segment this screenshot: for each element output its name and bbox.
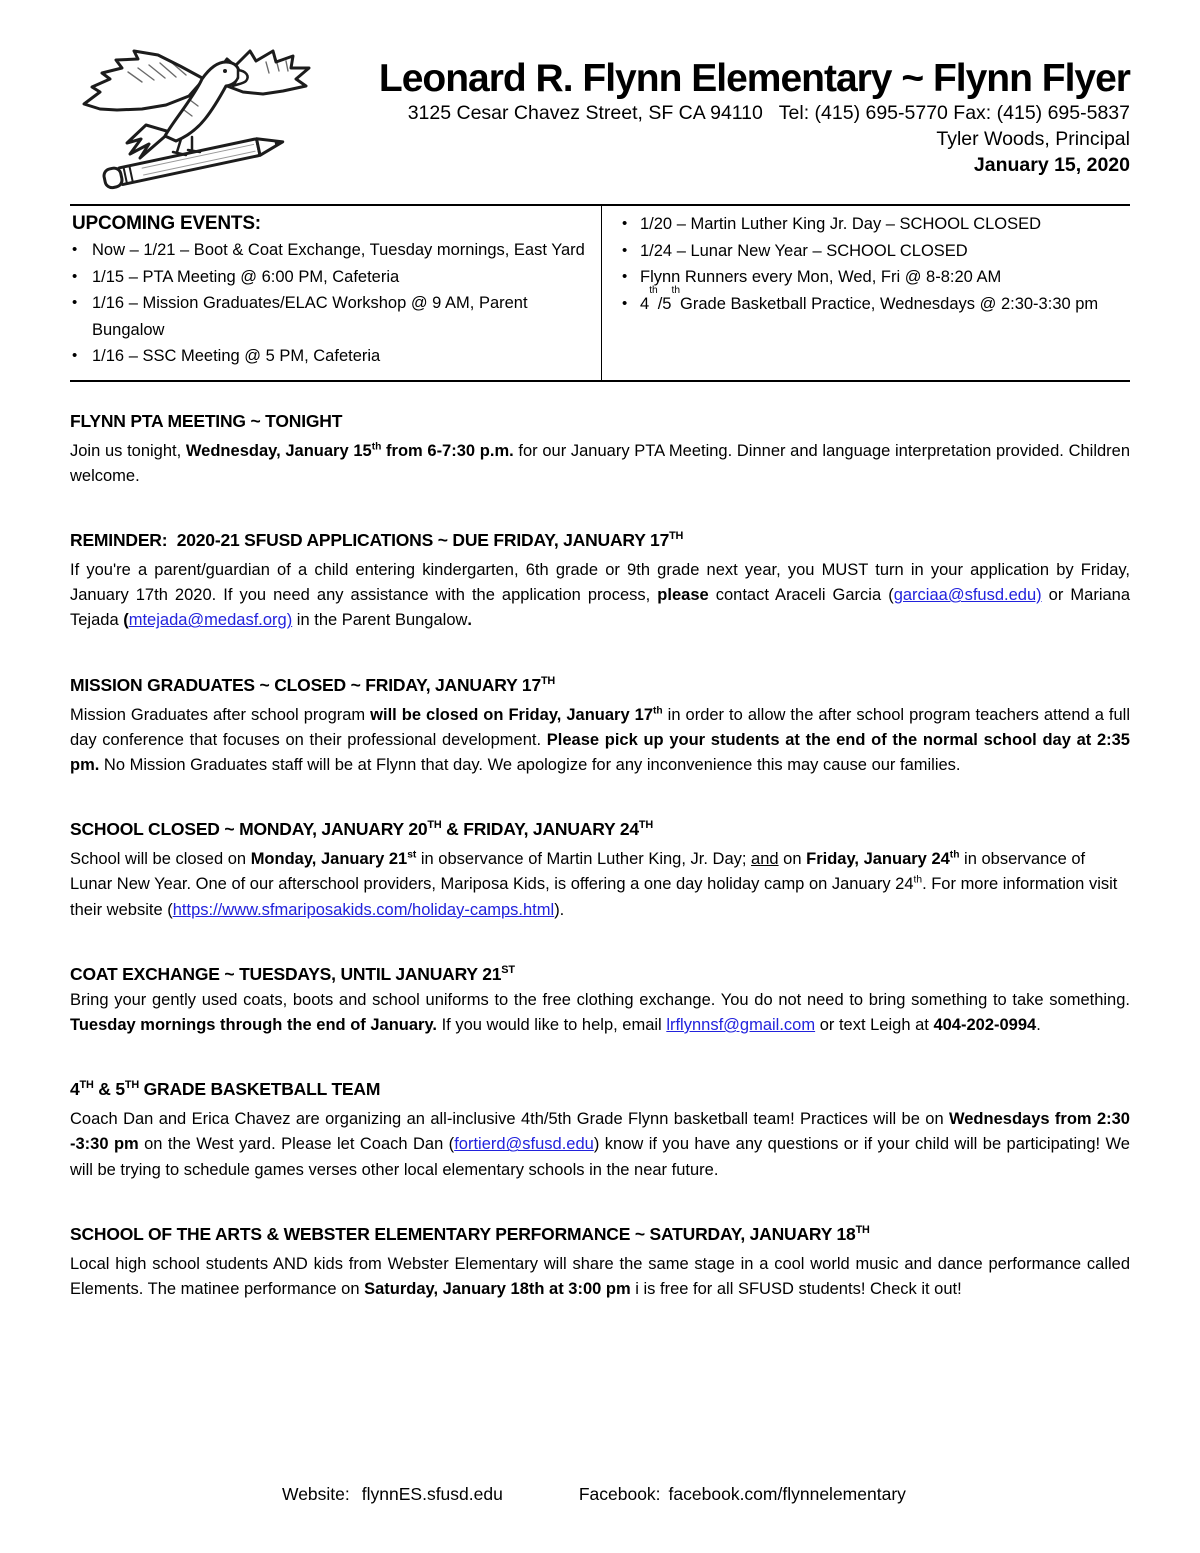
text-segment: • 1/20 – Martin Luther King Jr. Day – SCHOOL CLOSED <box>640 215 1042 233</box>
text-segment: Please pick up your students at the end of the normal school day at 2:35 pm. <box>70 730 1130 774</box>
section-heading <box>70 529 1130 551</box>
school-address: 3125 Cesar Chavez Street, SF CA 94110 Tel: (415) 695-5770 Fax: (415) 695-5837 <box>407 102 1130 125</box>
event-item <box>622 238 1130 265</box>
hyperlink[interactable]: garciaa@sfusd.edu) <box>893 586 1042 605</box>
text-segment: SCHOOL OF THE ARTS & WEBSTER ELEMENTARY PERFORMANCE ~ SATURDAY, JANUARY 18 <box>70 1223 856 1244</box>
text-segment: in the Parent Bungalow <box>292 611 468 630</box>
event-item <box>72 237 593 264</box>
hyperlink[interactable]: fortierd@sfusd.edu <box>454 1135 594 1154</box>
text-segment: from 6-7:30 p.m. <box>381 441 514 460</box>
text-segment: or Mariana Tejada <box>70 586 1131 630</box>
website-label: Website: <box>282 1484 350 1504</box>
section-arts-performance <box>70 1223 1130 1302</box>
text-segment: or text Leigh at <box>815 1015 934 1034</box>
text-segment: ST <box>501 963 515 976</box>
text-segment: Coach Dan and Erica Chavez are organizing an all-inclusive 4th/5th Grade Flynn basketball team! Practices will be on <box>70 1110 949 1129</box>
text-segment: th <box>649 284 658 296</box>
text-segment: and <box>751 850 779 869</box>
text-segment: Join us tonight, <box>70 441 186 460</box>
section-heading <box>70 1078 1130 1100</box>
text-segment: • Now – 1/21 – Boot & Coat Exchange, Tuesday mornings, East Yard <box>92 241 585 259</box>
section-basketball-team <box>70 1078 1130 1183</box>
text-segment: will be closed on Friday, January 17 <box>370 705 654 724</box>
text-segment: 4 <box>70 1079 80 1100</box>
text-segment: th <box>913 874 923 886</box>
text-segment: COAT EXCHANGE ~ TUESDAYS, UNTIL JANUARY 21 <box>70 963 502 984</box>
section-heading <box>70 818 1130 840</box>
hyperlink[interactable]: mtejada@medasf.org) <box>128 611 293 630</box>
text-segment: • Flynn Runners every Mon, Wed, Fri @ 8-8:20 AM <box>640 268 1002 286</box>
section-paragraph <box>70 847 1130 923</box>
text-segment: st <box>407 849 417 861</box>
text-segment: . For more information visit their website ( <box>70 875 1118 919</box>
text-segment: TH <box>540 674 556 687</box>
text-segment: If you're a parent/guardian of a child entering kindergarten, 6th grade or 9th grade next year, you MUST turn in your application by Friday, January 17th 2020. If you need any assistance with the application process, <box>70 560 1130 605</box>
event-item <box>622 211 1130 238</box>
section-school-closed <box>70 818 1130 923</box>
text-segment: TH <box>855 1223 870 1236</box>
text-segment: GRADE BASKETBALL TEAM <box>138 1079 381 1100</box>
hyperlink[interactable]: lrflynnsf@gmail.com <box>666 1015 816 1034</box>
text-segment: i is free for all SFUSD students! Check it out! <box>630 1279 962 1298</box>
text-segment: th <box>949 849 960 861</box>
section-paragraph <box>70 1252 1130 1302</box>
section-heading <box>70 1223 1130 1245</box>
text-segment: Local high school students AND kids from Webster Elementary will share the same stage in a cool world music and dance performance called Elements. The matinee performance on <box>70 1254 1130 1298</box>
school-name: Leonard R. Flynn Elementary ~ Flynn Flyer <box>378 57 1130 100</box>
section-paragraph <box>70 988 1130 1038</box>
event-item <box>622 264 1130 291</box>
section-pta-meeting <box>70 410 1130 489</box>
section-heading <box>70 963 1130 985</box>
text-segment: • 1/15 – PTA Meeting @ 6:00 PM, Cafeteria <box>92 267 400 286</box>
footer-facebook <box>579 1484 906 1505</box>
text-segment: Friday, January 24 <box>806 850 950 869</box>
text-segment: . <box>467 611 473 630</box>
text-segment: in observance of Lunar New Year. One of our afterschool providers, Mariposa Kids, is offering a one day holiday camp on January 24 <box>70 850 1086 894</box>
text-segment: • 4 <box>640 294 650 313</box>
text-segment: 404-202-0994 <box>933 1015 1037 1034</box>
section-coat-exchange <box>70 963 1130 1038</box>
facebook-value: facebook.com/flynnelementary <box>668 1484 906 1504</box>
footer-website <box>282 1484 503 1505</box>
text-segment: contact Araceli Garcia ( <box>708 586 894 605</box>
section-paragraph <box>70 703 1130 779</box>
eagle-pencil-logo-icon <box>70 40 322 192</box>
newsletter-date: January 15, 2020 <box>973 154 1130 177</box>
text-segment: th <box>371 441 382 452</box>
upcoming-events-table <box>70 204 1130 382</box>
event-item <box>72 264 593 291</box>
text-segment: on <box>778 850 807 869</box>
text-segment: & FRIDAY, JANUARY 24 <box>441 819 639 840</box>
section-paragraph <box>70 558 1130 634</box>
text-segment: TH <box>124 1079 139 1092</box>
text-segment: • 1/16 – Mission Graduates/ELAC Workshop @ 9 AM, Parent Bungalow <box>92 294 528 339</box>
text-segment: please <box>657 586 709 605</box>
text-segment: TH <box>638 819 653 832</box>
event-item <box>72 290 593 343</box>
text-segment: Monday, January 21 <box>250 850 408 869</box>
text-segment: Bring your gently used coats, boots and school uniforms to the free clothing exchange. You do not need to bring something to take something. <box>70 990 1130 1009</box>
text-segment: . <box>1036 1015 1041 1034</box>
text-segment: FLYNN PTA MEETING ~ TONIGHT <box>70 410 343 431</box>
hyperlink[interactable]: https://www.sfmariposakids.com/holiday-camps.html <box>172 900 555 919</box>
text-segment: SCHOOL CLOSED ~ MONDAY, JANUARY 20 <box>70 819 428 840</box>
section-sfusd-applications <box>70 529 1130 634</box>
text-segment: • 1/16 – SSC Meeting @ 5 PM, Cafeteria <box>92 347 381 365</box>
event-item <box>622 284 1130 318</box>
text-segment: REMINDER: 2020-21 SFUSD APPLICATIONS ~ DUE FRIDAY, JANUARY 17 <box>70 529 670 550</box>
text-segment: MISSION GRADUATES ~ CLOSED ~ FRIDAY, JANUARY 17 <box>70 674 541 695</box>
text-segment: Saturday, January 18th at 3:00 pm <box>364 1279 631 1298</box>
text-segment: th <box>653 705 663 717</box>
section-mission-graduates <box>70 674 1130 779</box>
text-segment: in order to allow the after school program teachers attend a full day conference that focuses on their professional development. <box>70 705 1131 749</box>
text-segment: & 5 <box>93 1079 125 1100</box>
text-segment: TH <box>79 1079 94 1092</box>
text-segment: th <box>671 284 681 296</box>
principal-name: Tyler Woods, Principal <box>936 128 1130 151</box>
section-heading <box>70 410 1130 432</box>
section-paragraph <box>70 439 1130 489</box>
facebook-label: Facebook: <box>578 1484 661 1504</box>
text-segment: No Mission Graduates staff will be at Flynn that day. We apologize for any inconvenience this may cause our families. <box>99 755 961 774</box>
text-segment: in observance of Martin Luther King, Jr. Day; <box>416 850 752 869</box>
text-segment: Tuesday mornings through the end of January. <box>70 1015 438 1034</box>
text-segment: Wednesday, January 15 <box>185 441 372 460</box>
text-segment: TH <box>427 819 442 832</box>
section-paragraph <box>70 1107 1130 1183</box>
event-item <box>72 343 593 370</box>
header-text <box>322 40 1130 178</box>
text-segment: School will be closed on <box>70 850 251 869</box>
upcoming-events-title: UPCOMING EVENTS: <box>72 213 261 234</box>
text-segment: on the West yard. Please let Coach Dan ( <box>138 1135 455 1154</box>
text-segment: ( <box>123 611 129 630</box>
text-segment: Grade Basketball Practice, Wednesdays @ 2:30-3:30 pm <box>680 294 1099 313</box>
text-segment: /5 <box>657 294 672 313</box>
text-segment: ). <box>554 900 565 919</box>
header <box>70 40 1130 192</box>
text-segment: ) know if you have any questions or if your child will be participating! We will be trying to schedule games verses other local elementary schools in the near future. <box>70 1135 1130 1179</box>
text-segment: for our January PTA Meeting. Dinner and language interpretation provided. Children welcome. <box>70 441 1131 485</box>
footer <box>70 1484 1130 1505</box>
events-column-right <box>602 206 1130 380</box>
text-segment: Wednesdays from 2:30 -3:30 pm <box>70 1110 1130 1154</box>
text-segment: • 1/24 – Lunar New Year – SCHOOL CLOSED <box>640 241 968 260</box>
website-value: flynnES.sfusd.edu <box>361 1484 503 1504</box>
text-segment: If you would like to help, email <box>437 1015 667 1034</box>
text-segment: Mission Graduates after school program <box>70 705 371 724</box>
text-segment: TH <box>669 530 684 543</box>
events-column-left <box>70 206 602 380</box>
section-heading <box>70 674 1130 696</box>
